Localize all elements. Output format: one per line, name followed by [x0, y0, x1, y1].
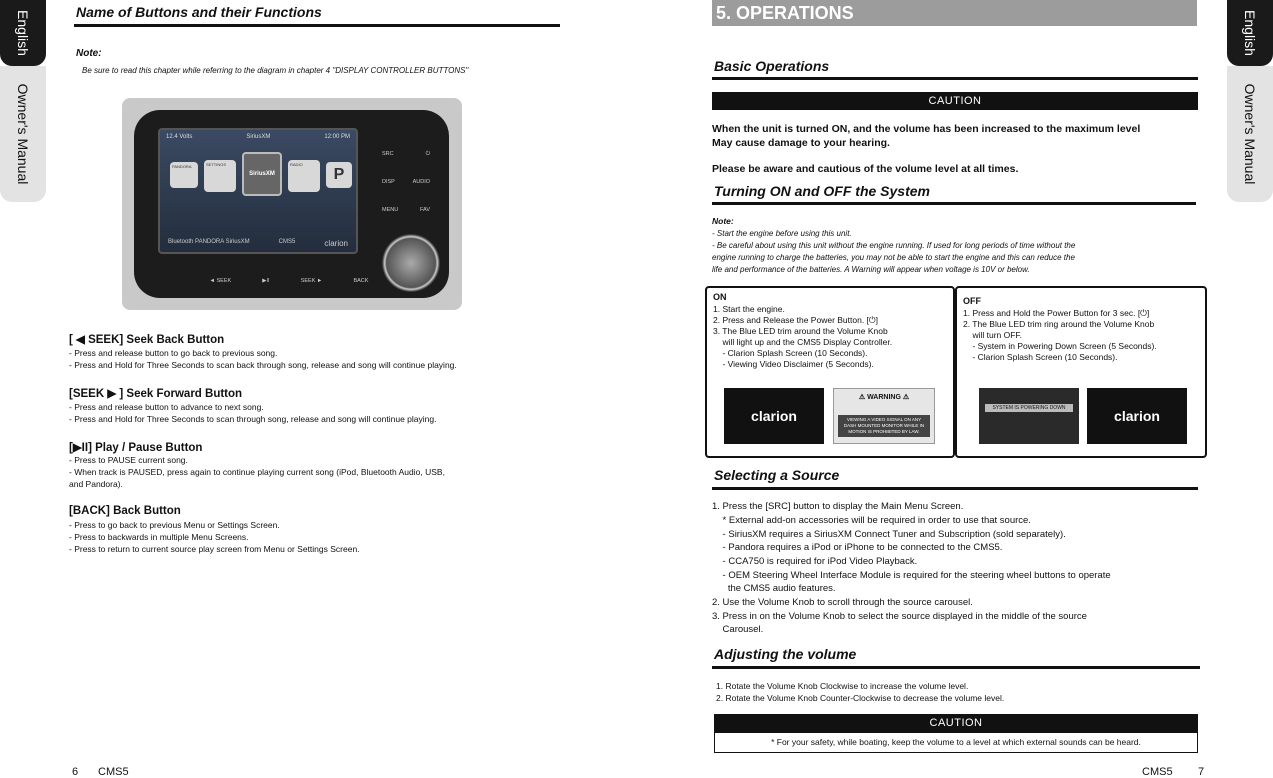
on-line-2: 2. Press and Release the Power Button. [⏻] — [713, 315, 879, 325]
device-body — [134, 110, 449, 298]
source-line-3: - SiriusXM requires a SiriusXM Connect Tuner and Subscription (sold separately). — [712, 529, 1066, 540]
caution-line-2: May cause damage to your hearing. — [712, 137, 890, 149]
play-pause-heading: [▶II] Play / Pause Button — [69, 442, 203, 454]
p-source-label: P — [333, 166, 345, 183]
language-tab-right-label: English — [1242, 10, 1258, 56]
voltage-readout: 12.4 Volts — [166, 134, 193, 140]
seek-back-label: ◄ SEEK — [209, 278, 232, 284]
selecting-source-rule — [712, 487, 1198, 490]
volume-line-2: 2. Rotate the Volume Knob Counter-Clockwise to decrease the volume level. — [716, 693, 1005, 703]
manual-tab-label: Owner's Manual — [15, 83, 31, 185]
language-tab — [0, 0, 46, 66]
back-label: BACK — [353, 278, 369, 284]
clarion-logo-off: clarion — [1114, 408, 1160, 424]
on-heading: ON — [713, 292, 727, 302]
source-line-6: - OEM Steering Wheel Interface Module is required for the steering wheel buttons to operate — [712, 570, 1111, 581]
manual-tab — [0, 66, 46, 202]
caution-line-1: When the unit is turned ON, and the volume has been increased to the maximum level — [712, 123, 1141, 135]
screen-brand-bar — [168, 239, 348, 248]
seek-forward-label: SEEK ► — [300, 278, 323, 284]
screen-status-bar — [166, 134, 350, 144]
powering-down-text: SYSTEM IS POWERING DOWN — [985, 404, 1073, 412]
seek-back-line-2: - Press and Hold for Three Seconds to scan back through song, release and song will continue playing. — [69, 360, 457, 370]
turning-note-line-3: engine running to charge the batteries, you may not be able to start the engine and this can reduce the — [712, 253, 1075, 262]
pandora-source-label: PANDORA — [172, 164, 192, 169]
note-title: Note: — [76, 48, 102, 59]
device-screen — [158, 128, 358, 254]
warning-title: ⚠ WARNING ⚠ — [858, 394, 910, 401]
on-box — [705, 286, 955, 458]
on-line-6: - Viewing Video Disclaimer (5 Seconds). — [713, 359, 874, 369]
audio-button: AUDIO — [412, 179, 430, 185]
clarion-splash-screen-off — [1087, 388, 1187, 444]
menu-button: MENU — [382, 207, 399, 213]
clarion-splash-screen — [724, 388, 824, 444]
off-box — [955, 286, 1207, 458]
radio-source-icon — [288, 160, 320, 192]
menu-fav-row — [378, 196, 434, 224]
turning-on-off-title: Turning ON and OFF the System — [714, 183, 930, 199]
left-product-name: CMS5 — [98, 766, 129, 778]
disp-button: DISP — [382, 179, 395, 185]
caution-aware: Please be aware and cautious of the volume level at all times. — [712, 163, 1019, 175]
radio-source-label: RADIO — [290, 162, 303, 167]
on-line-3: 3. The Blue LED trim around the Volume Knob — [713, 326, 888, 336]
on-line-5: - Clarion Splash Screen (10 Seconds). — [713, 348, 868, 358]
seek-forward-line-2: - Press and Hold for Three Seconds to scan through song, release and song will continue playing. — [69, 414, 437, 424]
disp-audio-row — [378, 168, 434, 196]
source-line-8: 2. Use the Volume Knob to scroll through the source carousel. — [712, 597, 973, 608]
turning-note-title: Note: — [712, 216, 734, 226]
clarion-logo: clarion — [751, 408, 797, 424]
turning-note-line-4: life and performance of the batteries. A Warning will appear when voltage is 10V or below. — [712, 265, 1030, 274]
selecting-source-title: Selecting a Source — [714, 467, 840, 483]
siriusxm-source-icon — [242, 152, 282, 196]
adjusting-volume-rule — [712, 666, 1200, 669]
off-line-4: - System in Powering Down Screen (5 Seconds). — [963, 341, 1157, 351]
basic-operations-title: Basic Operations — [714, 58, 830, 74]
language-tab-label: English — [15, 10, 31, 56]
p-source-icon — [326, 162, 352, 188]
display-controller-diagram — [122, 98, 462, 310]
play-pause-label: ▶II — [262, 278, 270, 284]
turning-note-line-2: - Be careful about using this unit without the engine running. If used for long periods of time without the — [712, 241, 1076, 250]
settings-source-label: SETTINGS — [206, 162, 227, 167]
on-line-1: 1. Start the engine. — [713, 304, 785, 314]
turning-note-line-1: - Start the engine before using this unit. — [712, 229, 852, 238]
caution-bar-2: CAUTION — [714, 714, 1198, 732]
pandora-source-icon — [170, 162, 198, 188]
source-line-5: - CCA750 is required for iPod Video Playback. — [712, 556, 918, 567]
seek-back-heading: [ ◀ SEEK] Seek Back Button — [69, 334, 225, 346]
caution-bar: CAUTION — [712, 92, 1198, 110]
device-bottom-buttons — [194, 274, 384, 288]
siriusxm-source-label: SiriusXM — [249, 171, 275, 177]
fav-button: FAV — [420, 207, 430, 213]
src-button: SRC — [382, 151, 394, 157]
seek-forward-line-1: - Press and release button to advance to next song. — [69, 402, 264, 412]
off-line-3: will turn OFF. — [963, 330, 1023, 340]
title-rule — [74, 24, 560, 27]
warning-body: VIEWING A VIDEO SIGNAL ON ANY DASH MOUNTED MONITOR WHILE IN MOTION IS PROHIBITED BY LAW. — [838, 415, 930, 437]
adjusting-volume-title: Adjusting the volume — [714, 646, 857, 662]
play-pause-line-3: and Pandora). — [69, 479, 123, 489]
page-title: Name of Buttons and their Functions — [76, 4, 322, 20]
screen-brands: Bluetooth PANDORA SiriusXM — [168, 239, 250, 245]
manual-tab-right — [1227, 66, 1273, 202]
screen-brand: clarion — [324, 239, 348, 248]
source-line-1: 1. Press the [SRC] button to display the Main Menu Screen. — [712, 501, 964, 512]
right-page-number: 7 — [1198, 766, 1205, 778]
off-line-5: - Clarion Splash Screen (10 Seconds). — [963, 352, 1118, 362]
seek-back-line-1: - Press and release button to go back to previous song. — [69, 348, 278, 358]
device-side-buttons — [378, 140, 434, 224]
video-disclaimer-screen — [833, 388, 935, 444]
basic-operations-rule — [712, 77, 1198, 80]
turning-on-off-rule — [712, 202, 1196, 205]
play-pause-line-2: - When track is PAUSED, press again to continue playing current song (iPod, Bluetooth Audio, USB, — [69, 467, 445, 477]
screen-model: CMS5 — [278, 239, 296, 245]
off-heading: OFF — [963, 296, 981, 306]
source-readout: SiriusXM — [246, 134, 271, 140]
settings-source-icon — [204, 160, 236, 192]
source-line-7: the CMS5 audio features. — [712, 583, 836, 594]
src-power-row — [378, 140, 434, 168]
language-tab-right — [1227, 0, 1273, 66]
on-line-4: will light up and the CMS5 Display Controller. — [713, 337, 893, 347]
off-line-2: 2. The Blue LED trim ring around the Volume Knob — [963, 319, 1155, 329]
time-readout: 12:00 PM — [324, 134, 350, 140]
play-pause-line-1: - Press to PAUSE current song. — [69, 455, 188, 465]
source-line-10: Carousel. — [712, 624, 764, 635]
volume-knob — [382, 234, 440, 292]
right-product-name: CMS5 — [1142, 766, 1173, 778]
powering-down-screen — [979, 388, 1079, 444]
left-page-number: 6 — [72, 766, 79, 778]
back-line-3: - Press to return to current source play screen from Menu or Settings Screen. — [69, 544, 360, 554]
seek-forward-heading: [SEEK ▶ ] Seek Forward Button — [69, 388, 243, 400]
source-line-9: 3. Press in on the Volume Knob to select the source displayed in the middle of the source — [712, 611, 1087, 622]
volume-line-1: 1. Rotate the Volume Knob Clockwise to increase the volume level. — [716, 681, 969, 691]
caution-safety-text: * For your safety, while boating, keep the volume to a level at which external sounds can be heard. — [714, 732, 1198, 753]
source-line-4: - Pandora requires a iPod or iPhone to be connected to the CMS5. — [712, 542, 1003, 553]
note-text: Be sure to read this chapter while referring to the diagram in chapter 4 "DISPLAY CONTROLLER BUTTONS" — [82, 66, 469, 75]
back-line-2: - Press to backwards in multiple Menu Screens. — [69, 532, 249, 542]
section-banner: 5. OPERATIONS — [712, 0, 1197, 26]
source-line-2: * External add-on accessories will be required in order to use that source. — [712, 515, 1031, 526]
manual-tab-right-label: Owner's Manual — [1242, 83, 1258, 185]
back-heading: [BACK] Back Button — [69, 505, 181, 517]
off-line-1: 1. Press and Hold the Power Button for 3 sec. [⏻] — [963, 308, 1150, 318]
power-icon: ⏻ — [425, 150, 430, 157]
back-line-1: - Press to go back to previous Menu or Settings Screen. — [69, 520, 280, 530]
